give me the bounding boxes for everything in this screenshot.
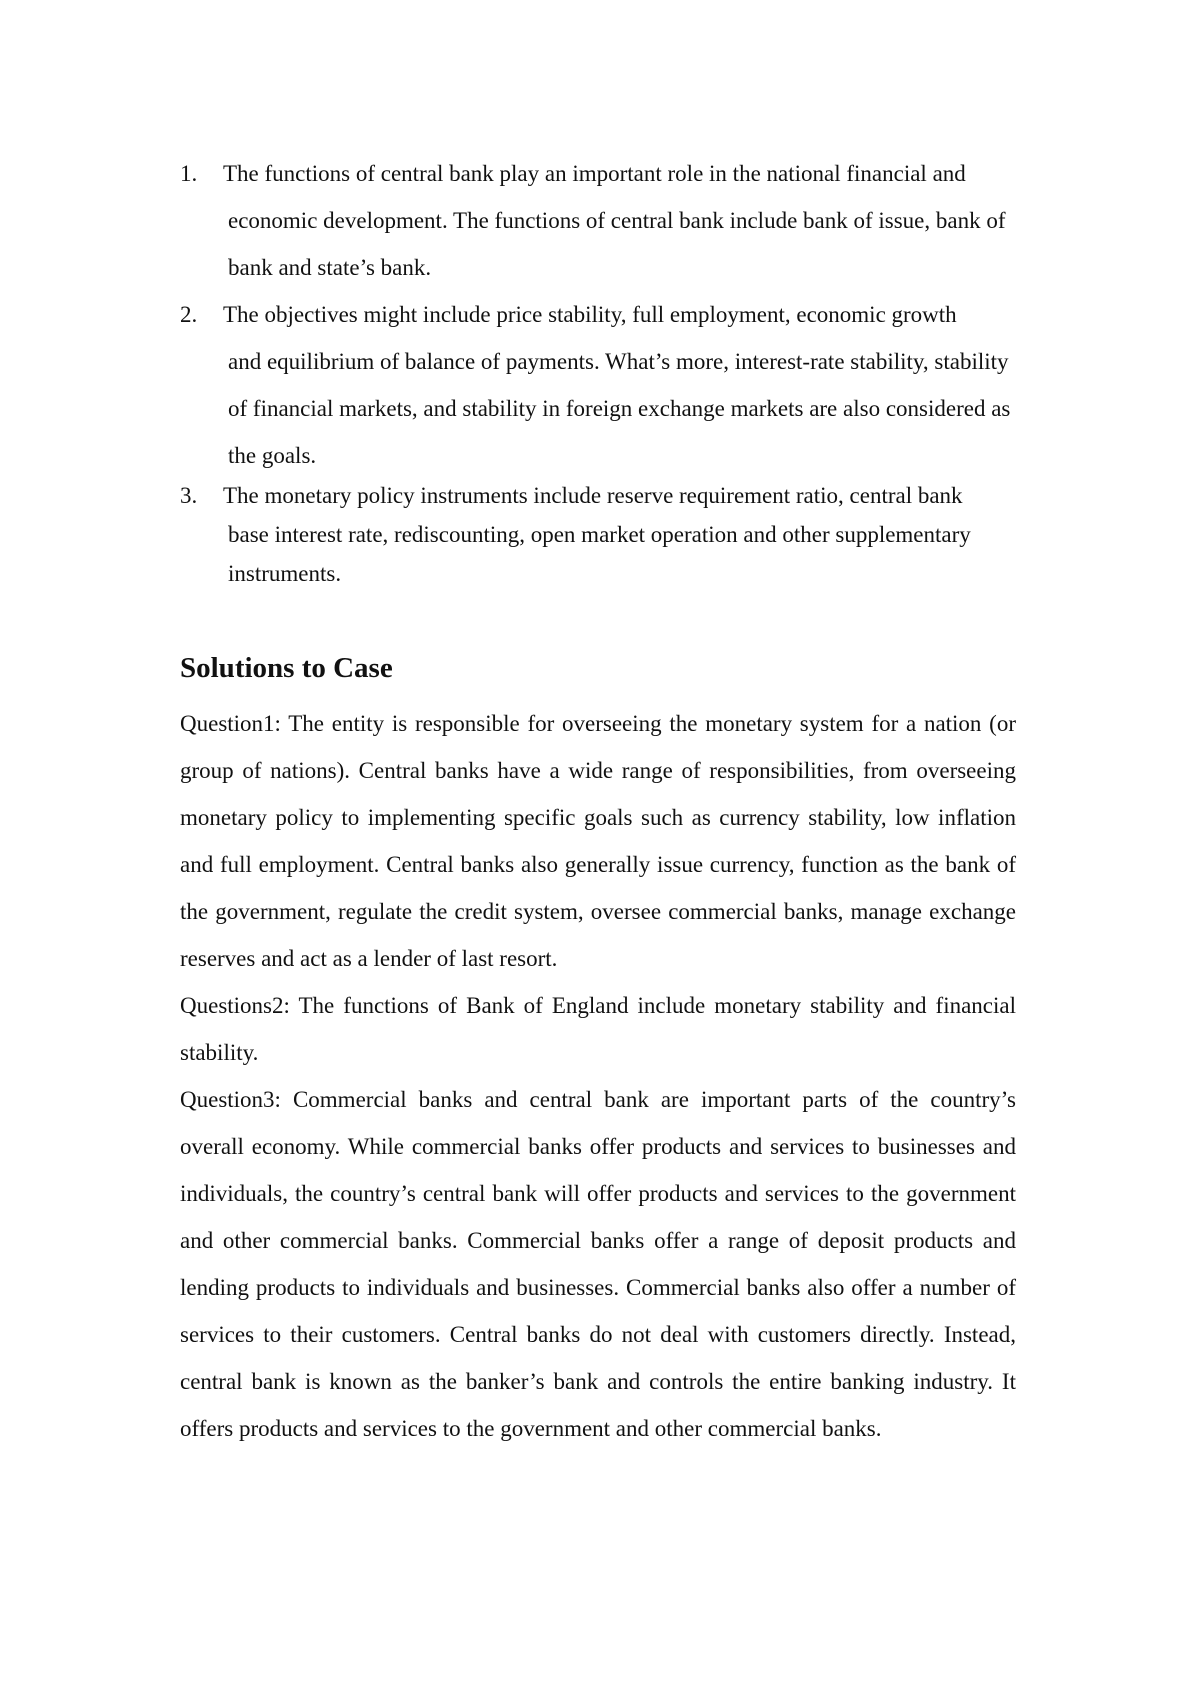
answer-question-2: Questions2: The functions of Bank of England include monetary stability and financial stability. — [180, 993, 1016, 1065]
answer-question-3: Question3: Commercial banks and central bank are important parts of the country’s overall economy. While commercial banks offer products and services to businesses and individuals, the country’s central bank will offer products and services to the government and other commercial banks. Commercial banks offer a range of deposit products and lending products to individuals and businesses. Commercial banks also offer a number of services to their customers. Central banks do not deal with customers directly. Instead, central bank is known as the banker’s bank and controls the entire banking industry. It offers products and services to the government and other commercial banks. — [180, 1087, 1016, 1441]
list-item — [180, 476, 1018, 593]
list-item-first-line: The objectives might include price stability, full employment, economic growth — [223, 302, 957, 327]
list-item-continuation: and equilibrium of balance of payments. What’s more, interest-rate stability, stability of financial markets, and stability in foreign exchange markets are also considered as the goals. — [228, 349, 1011, 468]
answer-question-1: Question1: The entity is responsible for overseeing the monetary system for a nation (or group of nations). Central banks have a wide range of responsibilities, from overseeing monetary policy to implementing specific goals such as currency stability, low inflation and full employment. Central banks also generally issue currency, function as the bank of the government, regulate the credit system, oversee commercial banks, manage exchange reserves and act as a lender of last resort. — [180, 711, 1016, 971]
list-item — [180, 150, 1018, 291]
list-item-continuation: base interest rate, rediscounting, open market operation and other supplementary instruments. — [228, 522, 971, 586]
list-item-number: 2. — [180, 302, 198, 327]
list-item — [180, 291, 1018, 478]
list-item-first-line: The monetary policy instruments include reserve requirement ratio, central bank — [223, 483, 963, 508]
list-item-continuation: economic development. The functions of central bank include bank of issue, bank of bank and state’s bank. — [228, 208, 1006, 280]
section-heading: Solutions to Case — [180, 652, 393, 684]
answers-section — [180, 700, 1016, 1452]
numbered-list — [180, 150, 1018, 593]
list-item-number: 3. — [180, 483, 198, 508]
list-item-first-line: The functions of central bank play an important role in the national financial and — [223, 161, 966, 186]
list-item-number: 1. — [180, 161, 198, 186]
